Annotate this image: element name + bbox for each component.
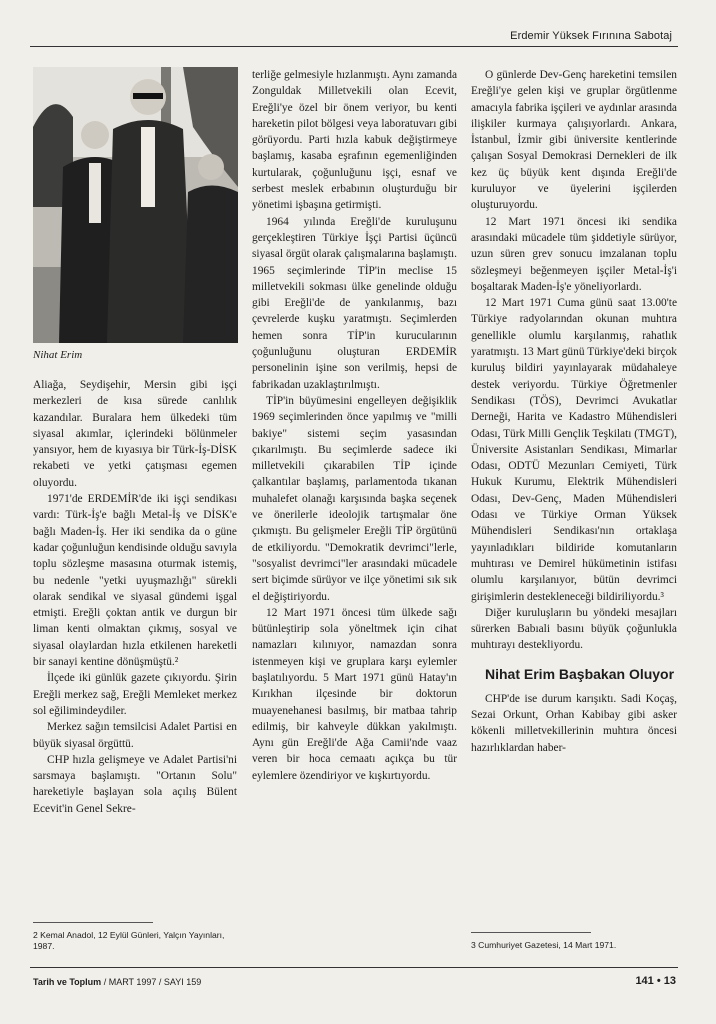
footer-rule — [30, 967, 678, 968]
paragraph: terliğe gelmesiyle hızlanmıştı. Aynı zamanda Zonguldak Milletvekili olan Ecevit, Ereğli'ye özel bir önem veriyor, bu kenti hareketin pilot bölgesi veya laboratuvarı gibi görüyordu. Parti hızla kabuk değiştirmeye başlamış, kasaba eşrafının egemenliğinden kurtularak, çoğunluğunu işçi, esnaf ve serbest meslek erbabının oluşturduğu bir yönetimi işbaşına getirmişti. — [252, 69, 457, 212]
photo-nihat-erim — [33, 67, 238, 343]
paragraph: İlçede iki günlük gazete çıkıyordu. Şirin Ereğli merkez sağ, Ereğli Memleket merkez sol eğilimindeydiler. — [33, 672, 237, 717]
header-rule — [30, 46, 678, 47]
journal-issue: / MART 1997 / SAYI 159 — [103, 977, 202, 987]
paragraph: Merkez sağın temsilcisi Adalet Partisi en büyük siyasal örgüttü. — [33, 721, 237, 750]
paragraph: CHP'de ise durum karışıktı. Sadi Koçaş, Sezai Orkunt, Orhan Kabibay gibi asker kökenli milletvekillerinin muhtıra öncesi hazırlıklardan haber- — [471, 692, 677, 754]
paragraph: 12 Mart 1971 Cuma günü saat 13.00'te Türkiye radyolarından okunan muhtıra genellikle olumlu karşılanmış, rahatlık yaratmıştı. 13 Mart günü Türkiye'deki birçok kuruluş bildiri yayınlayarak müdahaleye destek veriyordu. Türkiye Öğretmenler Sendikası (TÖS), Devrimci Avukatlar Derneği, Harita ve Kadastro Mühendisleri Odası, Türk Milli Gençlik Teşkilatı (TMGT), Üniversite Asistanları Sendikası, Mimarlar Odası, ODTÜ Mezunları Cemiyeti, Türk Hukuk Kurumu, Elektrik Mühendisleri Odası, Dev-Genç, Maden Mühendisleri Odası ve Türkiye Orman Yüksek Mühendisleri Sendikası'nın ortaklaşa yayınladıkları bildiride komutanların muhtırası ve Demirel hükümetinin istifası olumlu karşılanıyor, bütün devrimci girişimlerin destekleneceği bildiriliyordu.³ — [471, 297, 677, 603]
paragraph: 1964 yılında Ereğli'de kuruluşunu gerçekleştiren Türkiye İşçi Partisi üçüncü siyasal örgüt olarak çalışmalarına başlamıştı. 1965 seçimlerinde TİP'in meclise 15 milletvekili sokması ülke genelinde olduğu gibi Ereğli'de de yankılanmış, bazı çevrelerde kuşku yaratmıştı. Seçimlerden hemen sonra TİP'in kurucularının çoğunluğunu oluşturan ERDEMİR personelinin işine son verilmiş, hepsi de fabrikadan uzaklaştırılmıştı. — [252, 215, 457, 391]
footnote-rule — [471, 932, 591, 933]
paragraph: TİP'in büyümesini engelleyen değişiklik 1969 seçimlerinden önce yapılmış ve "milli bakiye" sistemi seçim yasasından çıkarılmıştı. Bu seçimlerde sadece iki milletvekili çıkarabilen TİP içinde çalkantılar başlamış, parlamentoda tıkanan muhalefet olanağı karşısında başka seçenek ve önerilerle ideolojik tartışmalar öne çıkmıştı. Bu gelişmeler Ereğli TİP örgütünü de etkiliyordu. "Demokratik devrimci"lerle, "sosyalist devrimci"ler arasındaki mücadele sert biçimde sürüyor ve ilçe yönetimi sık sık el değiştiriyordu. — [252, 394, 457, 603]
column-3 — [471, 67, 677, 756]
paragraph: O günlerde Dev-Genç hareketini temsilen Ereğli'ye gelen kişi ve gruplar örgütlenme amacıyla fabrika işçileri ve aydınlar arasında ilişkiler kurmaya çalışıyorlardı. Ankara, İstanbul, İzmir gibi üniversite kentlerinde çalışan Sosyal Demokrasi Dernekleri de ilk kez üç büyük kent dışında Ereğli'de kuruluyor ve üyelerini işçilerden oluşturuyordu. — [471, 69, 677, 212]
footer-journal — [33, 977, 201, 987]
photo-caption: Nihat Erim — [33, 349, 83, 361]
photo-illustration — [33, 67, 238, 343]
footnote-3: 3 Cumhuriyet Gazetesi, 14 Mart 1971. — [471, 940, 617, 950]
paragraph: 12 Mart 1971 öncesi iki sendika arasındaki mücadele tüm şiddetiyle sürüyor, uzun süren grev sonucu imzalanan toplu sözleşmeyi beğenmeyen işçiler Metal-İş'i boşaltarak Maden-İş'e yöneliyorlardı. — [471, 215, 677, 293]
page-number: 141 • 13 — [635, 975, 676, 987]
journal-name: Tarih ve Toplum — [33, 977, 102, 987]
paragraph: Aliağa, Seydişehir, Mersin gibi işçi merkezleri de kısa sürede canlılık kazandılar. Buralara hem ülkedeki tüm siyasal akımlar, içlerindeki bölünmeler yansıyor, hem de kıyasıya bir Türk-İş-DİSK rekabeti ve yetki çatışması egemen oluyordu. — [33, 379, 237, 489]
column-1 — [33, 377, 237, 817]
footnote-2: 2 Kemal Anadol, 12 Eylül Günleri, Yalçın Yayınları, 1987. — [33, 930, 225, 951]
column-2 — [252, 67, 457, 784]
paragraph: CHP hızla gelişmeye ve Adalet Partisi'ni sarsmaya başlamıştı. "Ortanın Solu" hareketiyle başlayan sola açılış Bülent Ecevit'in Genel Sekre- — [33, 753, 237, 815]
paragraph: 1971'de ERDEMİR'de iki işçi sendikası vardı: Türk-İş'e bağlı Metal-İş ve DİSK'e bağlı Maden-İş. Her iki sendika da o güne kadar çoğunluğun kendisinde olduğu savıyla toplu sözleşme masasına oturmak istemiş, bu nedenle "yetki uyuşmazlığı" sürekli olarak sendikal ve siyasal gündemi işgal etmişti. Ereğli çoktan antik ve durgun bir liman kenti olmaktan çıkmış, sosyal ve siyasal olaylardan hızla etkilenen hareketli bir sanayi kentine dönüşmüştü.² — [33, 493, 237, 669]
paragraph: Diğer kuruluşların bu yöndeki mesajları sürerken Babıali basını büyük çoğunlukla muhtırayı destekliyordu. — [471, 606, 677, 652]
running-title: Erdemir Yüksek Fırınına Sabotaj — [510, 30, 672, 42]
footnote-rule — [33, 922, 153, 923]
section-heading: Nihat Erim Başbakan Oluyor — [485, 665, 675, 682]
paragraph: 12 Mart 1971 öncesi tüm ülkede sağı bütünleştirip sola yöneltmek için cihat namazları kılınıyor, namazdan sonra istenmeyen kişi ve gruplara karşı eylemler başlatılıyordu. 5 Mart 1971 günü Hatay'ın Kırıkhan ilçesinde bir doktorun muayenehanesi basılmış, bir matbaa tahrip edilmiş, bir kahveyle dükkan yakılmıştı. Aynı gün Ereğli'de Ağa Camii'nde vaaz veren bir hoca cemaatı açıkça bu tür eylemlere özendiriyor ve kışkırtıyordu. — [252, 606, 457, 782]
